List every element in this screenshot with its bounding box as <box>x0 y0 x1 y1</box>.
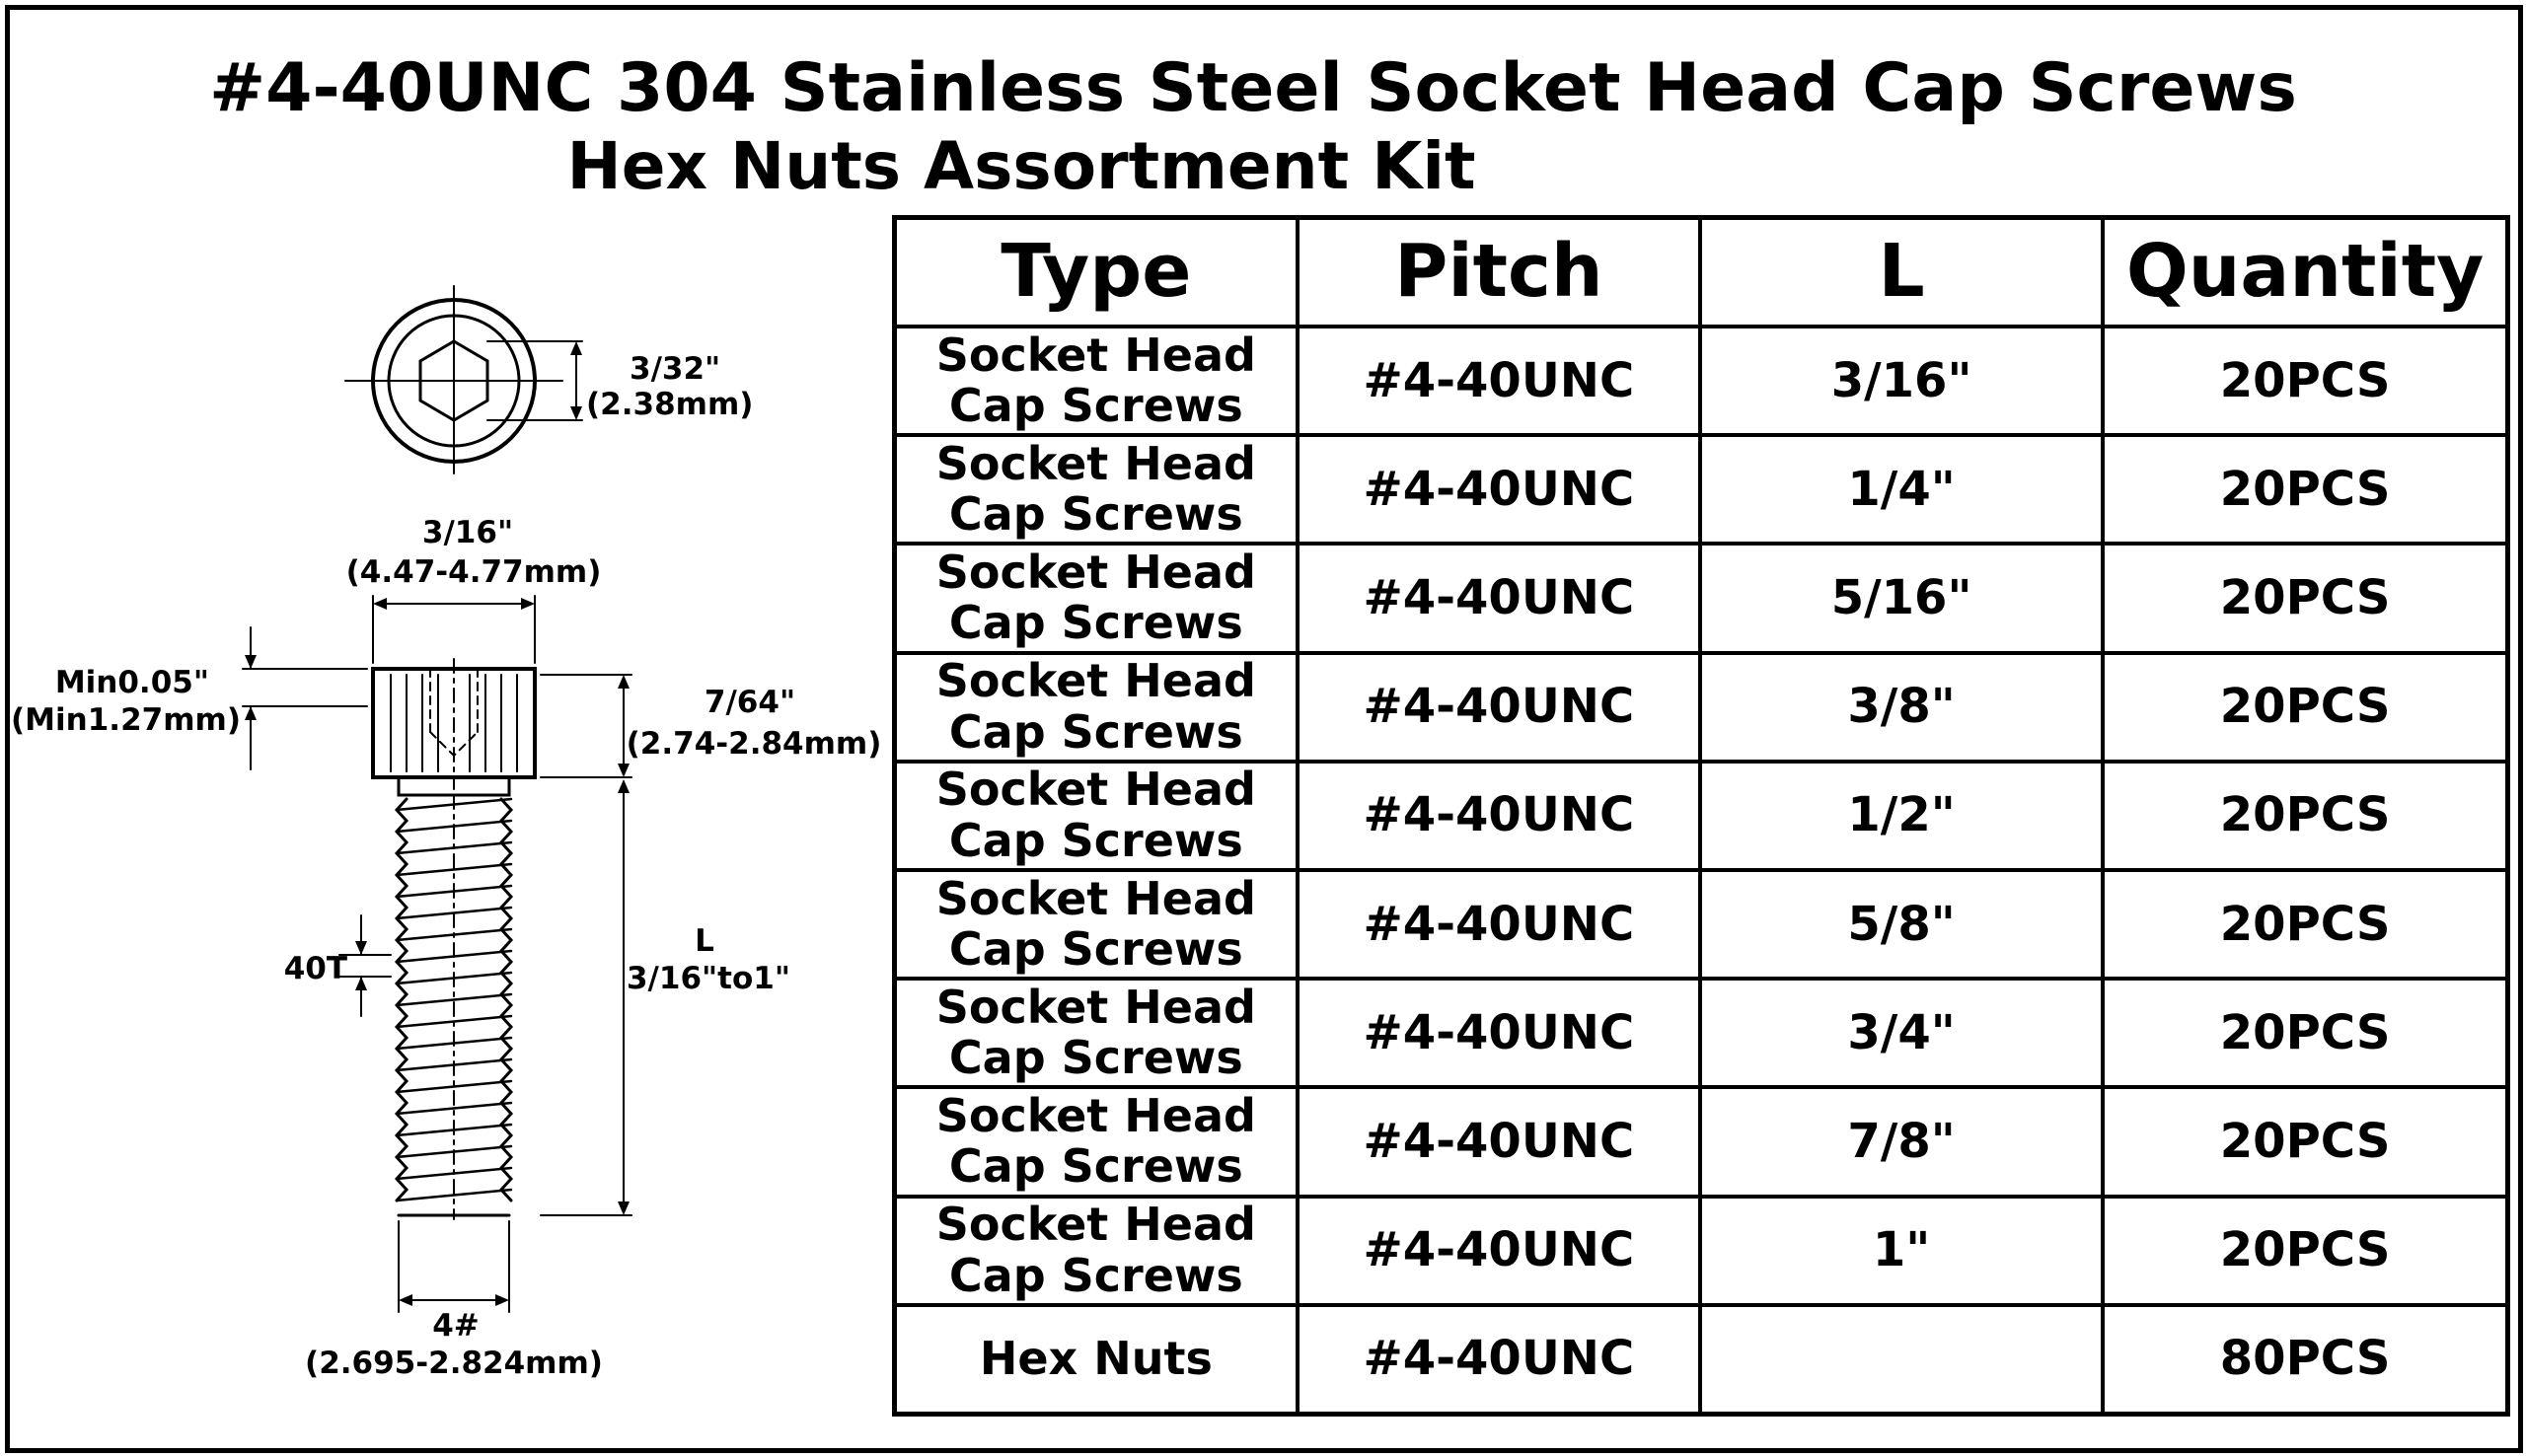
length-cell <box>1700 1305 2103 1415</box>
pitch-cell: #4-40UNC <box>1298 327 1700 435</box>
head-diameter-label: 3/16" <box>421 515 514 550</box>
type-line-2: Cap Screws <box>948 1139 1243 1194</box>
pitch-cell: #4-40UNC <box>1298 435 1700 544</box>
type-line-2: Cap Screws <box>948 379 1243 433</box>
type-line-2: Cap Screws <box>948 1031 1243 1085</box>
length-label: L <box>695 923 714 959</box>
header-pitch: Pitch <box>1298 218 1700 328</box>
length-cell: 7/8" <box>1700 1087 2103 1196</box>
length-cell: 5/16" <box>1700 544 2103 652</box>
type-line-1: Socket Head <box>935 871 1256 925</box>
head-height-dimension <box>541 675 632 777</box>
head-height-mm-label: (2.74-2.84mm) <box>626 726 882 762</box>
type-cell <box>895 544 1298 652</box>
length-dimension <box>541 779 632 1215</box>
length-cell: 3/16" <box>1700 327 2103 435</box>
quantity-cell: 20PCS <box>2103 1087 2507 1196</box>
header-length: L <box>1700 218 2103 328</box>
table-row <box>895 1197 2508 1305</box>
thread-size-mm-label: (2.695-2.824mm) <box>305 1346 603 1381</box>
type-line-1: Socket Head <box>935 980 1256 1034</box>
pitch-cell: #4-40UNC <box>1298 1197 1700 1305</box>
spec-table <box>892 215 2510 1417</box>
type-line-1: Socket Head <box>935 654 1256 708</box>
quantity-cell: 20PCS <box>2103 870 2507 979</box>
head-diameter-mm-label: (4.47-4.77mm) <box>345 554 602 590</box>
pitch-cell: #4-40UNC <box>1298 979 1700 1087</box>
table-row <box>895 870 2508 979</box>
title-line-1: #4-40UNC 304 Stainless Steel Socket Head Cap Screws <box>209 49 2297 127</box>
quantity-cell: 20PCS <box>2103 979 2507 1087</box>
type-line-2: Cap Screws <box>948 596 1243 650</box>
thread-pitch-label: 40T <box>283 951 347 986</box>
type-cell <box>895 1305 1298 1415</box>
screw-top-view <box>345 286 582 473</box>
quantity-cell: 20PCS <box>2103 544 2507 652</box>
length-cell: 3/8" <box>1700 653 2103 762</box>
table-row <box>895 327 2508 435</box>
type-cell <box>895 435 1298 544</box>
table-row <box>895 653 2508 762</box>
pitch-cell: #4-40UNC <box>1298 870 1700 979</box>
table-row <box>895 1305 2508 1415</box>
table-row <box>895 544 2508 652</box>
header-type: Type <box>895 218 1298 328</box>
type-line-1: Socket Head <box>935 545 1256 599</box>
length-cell: 1" <box>1700 1197 2103 1305</box>
min-depth-label: Min0.05" <box>54 665 209 700</box>
type-line-2: Cap Screws <box>948 1248 1243 1302</box>
quantity-cell: 20PCS <box>2103 327 2507 435</box>
type-line-2: Cap Screws <box>948 922 1243 977</box>
title-line-2: Hex Nuts Assortment Kit <box>566 128 1476 204</box>
pitch-cell: #4-40UNC <box>1298 1305 1700 1415</box>
type-cell <box>895 870 1298 979</box>
type-line-1: Socket Head <box>935 1088 1256 1142</box>
type-cell <box>895 653 1298 762</box>
type-line-1: Socket Head <box>935 763 1256 817</box>
socket-size-label: 3/32" <box>630 351 721 387</box>
type-line-2: Cap Screws <box>948 487 1243 542</box>
screw-drawing <box>0 0 888 1456</box>
type-line-1: Hex Nuts <box>979 1332 1213 1386</box>
table-row <box>895 1087 2508 1196</box>
pitch-cell: #4-40UNC <box>1298 762 1700 870</box>
pitch-cell: #4-40UNC <box>1298 653 1700 762</box>
table-header-row <box>895 218 2508 328</box>
pitch-cell: #4-40UNC <box>1298 1087 1700 1196</box>
type-line-1: Socket Head <box>935 328 1256 382</box>
head-height-label: 7/64" <box>704 685 796 720</box>
type-cell <box>895 762 1298 870</box>
pitch-cell: #4-40UNC <box>1298 544 1700 652</box>
table-row <box>895 435 2508 544</box>
table-row <box>895 979 2508 1087</box>
min-depth-dimension <box>243 627 367 769</box>
quantity-cell: 20PCS <box>2103 653 2507 762</box>
type-line-2: Cap Screws <box>948 813 1243 867</box>
screw-head-side-view <box>373 659 535 795</box>
table-row <box>895 762 2508 870</box>
length-cell: 1/4" <box>1700 435 2103 544</box>
thread-diameter-dimension <box>399 1221 509 1312</box>
type-cell <box>895 327 1298 435</box>
min-depth-mm-label: (Min1.27mm) <box>11 702 241 738</box>
type-line-2: Cap Screws <box>948 704 1243 759</box>
socket-size-mm-label: (2.38mm) <box>586 387 754 422</box>
screw-thread-body <box>397 795 511 1219</box>
type-cell <box>895 1087 1298 1196</box>
length-cell: 5/8" <box>1700 870 2103 979</box>
quantity-cell: 20PCS <box>2103 435 2507 544</box>
type-cell <box>895 979 1298 1087</box>
length-range-label: 3/16"to1" <box>626 961 791 996</box>
head-diameter-dimension <box>373 596 535 663</box>
quantity-cell: 20PCS <box>2103 762 2507 870</box>
length-cell: 3/4" <box>1700 979 2103 1087</box>
thread-size-label: 4# <box>432 1308 480 1344</box>
type-line-1: Socket Head <box>935 1198 1256 1252</box>
length-cell: 1/2" <box>1700 762 2103 870</box>
quantity-cell: 20PCS <box>2103 1197 2507 1305</box>
type-cell <box>895 1197 1298 1305</box>
quantity-cell: 80PCS <box>2103 1305 2507 1415</box>
type-line-1: Socket Head <box>935 436 1256 490</box>
header-quantity: Quantity <box>2103 218 2507 328</box>
